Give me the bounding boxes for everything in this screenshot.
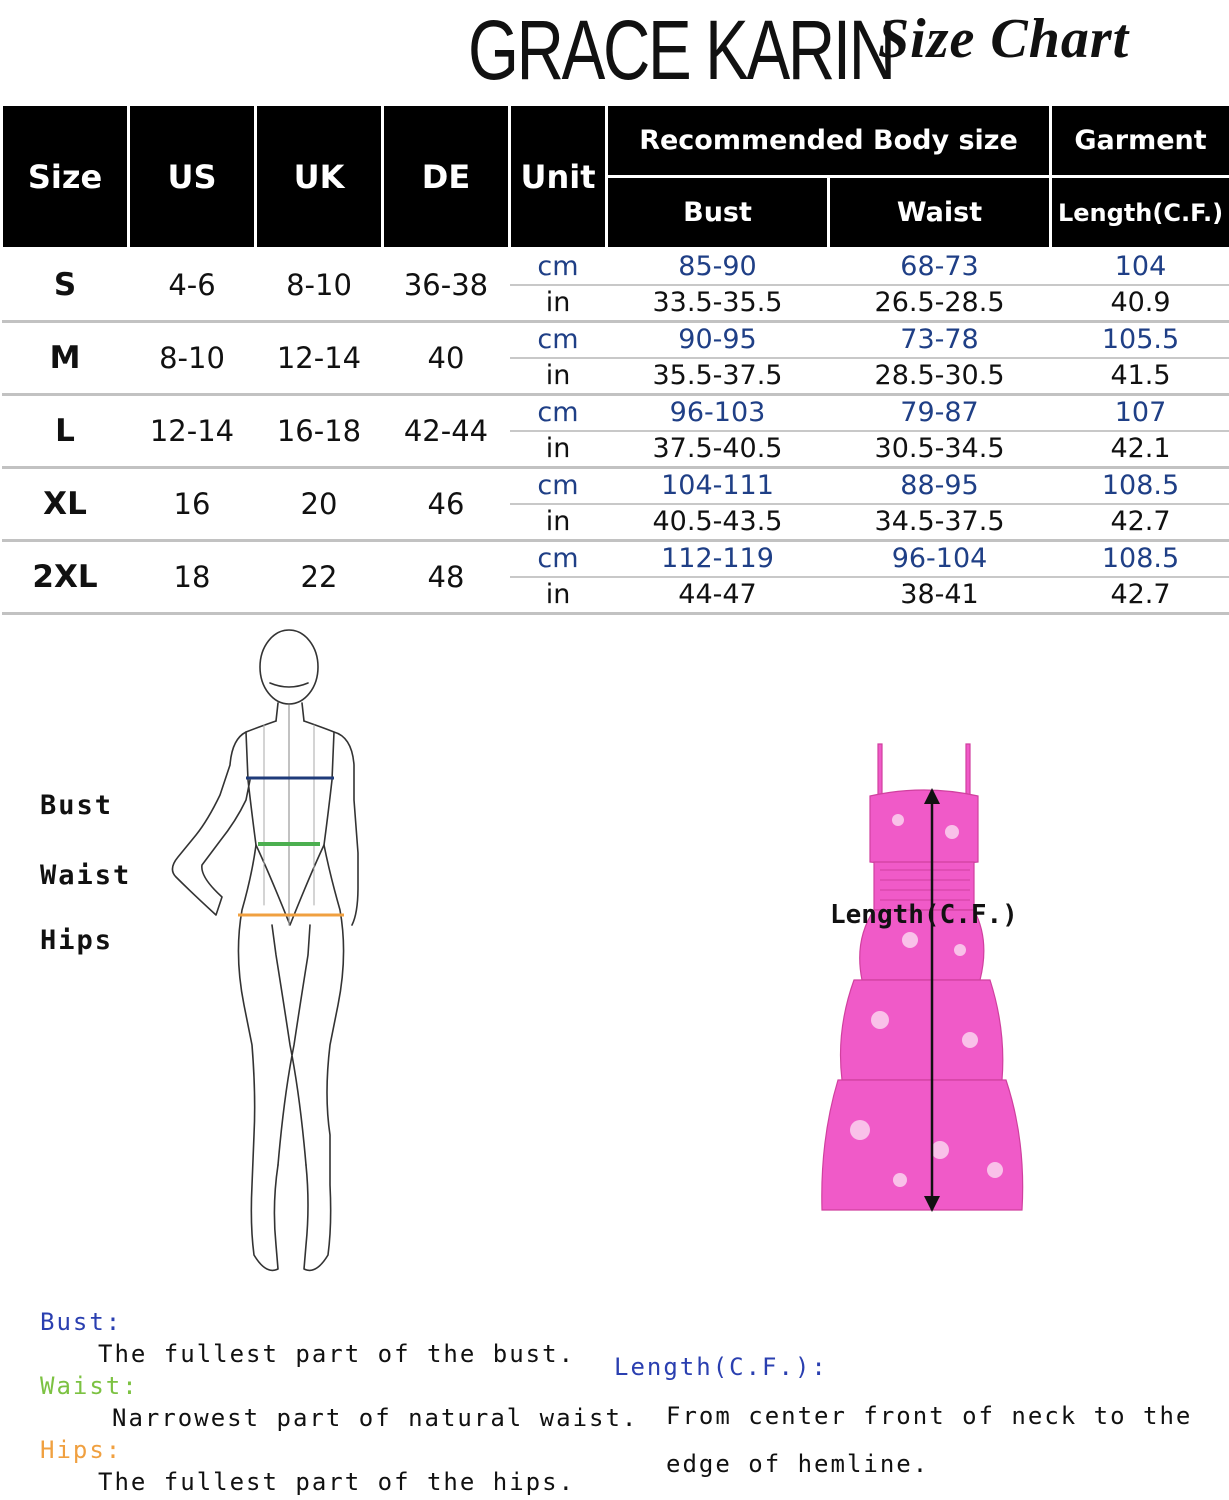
header-de: DE (383, 105, 510, 249)
header-waist: Waist (829, 177, 1051, 249)
def-hips-text: The fullest part of the hips. (98, 1468, 576, 1496)
def-length-term: Length(C.F.): (614, 1353, 828, 1381)
waist-in-cell: 26.5-28.5 (829, 285, 1051, 322)
bust-in-cell: 37.5-40.5 (607, 431, 829, 468)
unit-cell: in (510, 431, 607, 468)
us-cell: 8-10 (129, 322, 256, 395)
figure-label-bust: Bust (40, 790, 114, 821)
figure-label-hips: Hips (40, 925, 114, 956)
brand-logo: GRACE KARIN (468, 3, 894, 97)
us-cell: 18 (129, 541, 256, 614)
figure-label-waist: Waist (40, 860, 132, 891)
uk-cell: 16-18 (256, 395, 383, 468)
us-cell: 12-14 (129, 395, 256, 468)
table-row (2, 395, 1229, 432)
size-cell: M (2, 322, 129, 395)
size-cell: 2XL (2, 541, 129, 614)
unit-cell: in (510, 358, 607, 395)
length-cm-cell: 108.5 (1051, 468, 1229, 505)
unit-cell: cm (510, 249, 607, 286)
length-cm-cell: 104 (1051, 249, 1229, 286)
header-unit: Unit (510, 105, 607, 249)
def-hips-term: Hips: (40, 1436, 123, 1464)
de-cell: 48 (383, 541, 510, 614)
length-in-cell: 40.9 (1051, 285, 1229, 322)
waist-in-cell: 34.5-37.5 (829, 504, 1051, 541)
waist-in-cell: 28.5-30.5 (829, 358, 1051, 395)
table-row (2, 322, 1229, 359)
unit-cell: in (510, 285, 607, 322)
de-cell: 40 (383, 322, 510, 395)
us-cell: 16 (129, 468, 256, 541)
length-cm-cell: 107 (1051, 395, 1229, 432)
bust-cm-cell: 85-90 (607, 249, 829, 286)
bust-cm-cell: 112-119 (607, 541, 829, 578)
bust-in-cell: 35.5-37.5 (607, 358, 829, 395)
dress-image (820, 740, 1030, 1220)
de-cell: 46 (383, 468, 510, 541)
uk-cell: 20 (256, 468, 383, 541)
table-row (2, 249, 1229, 286)
bust-in-cell: 33.5-35.5 (607, 285, 829, 322)
bust-in-cell: 44-47 (607, 577, 829, 614)
length-in-cell: 42.7 (1051, 577, 1229, 614)
uk-cell: 8-10 (256, 249, 383, 322)
waist-in-cell: 38-41 (829, 577, 1051, 614)
waist-in-cell: 30.5-34.5 (829, 431, 1051, 468)
length-in-cell: 42.1 (1051, 431, 1229, 468)
def-bust-text: The fullest part of the bust. (98, 1340, 576, 1368)
waist-cm-cell: 73-78 (829, 322, 1051, 359)
length-in-cell: 42.7 (1051, 504, 1229, 541)
def-length-text-line1: From center front of neck to the (666, 1402, 1193, 1430)
table-row (2, 468, 1229, 505)
size-cell: S (2, 249, 129, 322)
def-waist-text: Narrowest part of natural waist. (112, 1404, 639, 1432)
us-cell: 4-6 (129, 249, 256, 322)
header-length: Length(C.F.) (1051, 177, 1229, 249)
de-cell: 36-38 (383, 249, 510, 322)
unit-cell: cm (510, 322, 607, 359)
length-in-cell: 41.5 (1051, 358, 1229, 395)
size-cell: XL (2, 468, 129, 541)
unit-cell: cm (510, 468, 607, 505)
uk-cell: 22 (256, 541, 383, 614)
size-cell: L (2, 395, 129, 468)
bust-in-cell: 40.5-43.5 (607, 504, 829, 541)
body-measurement-figure (160, 625, 380, 1295)
header-size: Size (2, 105, 129, 249)
header-us: US (129, 105, 256, 249)
page-title: Size Chart (878, 8, 1130, 70)
def-waist-term: Waist: (40, 1372, 139, 1400)
header-garment: Garment (1051, 105, 1229, 177)
de-cell: 42-44 (383, 395, 510, 468)
header-recommended-body-size: Recommended Body size (607, 105, 1051, 177)
header-bust: Bust (607, 177, 829, 249)
def-bust-term: Bust: (40, 1308, 123, 1336)
table-row (2, 541, 1229, 578)
size-chart-table (0, 103, 1229, 615)
waist-cm-cell: 88-95 (829, 468, 1051, 505)
dress-length-label: Length(C.F.) (830, 900, 1018, 930)
bust-cm-cell: 96-103 (607, 395, 829, 432)
waist-cm-cell: 68-73 (829, 249, 1051, 286)
unit-cell: in (510, 504, 607, 541)
bust-cm-cell: 90-95 (607, 322, 829, 359)
bust-cm-cell: 104-111 (607, 468, 829, 505)
uk-cell: 12-14 (256, 322, 383, 395)
header-uk: UK (256, 105, 383, 249)
unit-cell: cm (510, 395, 607, 432)
def-length-text-line2: edge of hemline. (666, 1450, 930, 1478)
length-cm-cell: 105.5 (1051, 322, 1229, 359)
waist-cm-cell: 96-104 (829, 541, 1051, 578)
waist-cm-cell: 79-87 (829, 395, 1051, 432)
unit-cell: cm (510, 541, 607, 578)
unit-cell: in (510, 577, 607, 614)
length-cm-cell: 108.5 (1051, 541, 1229, 578)
